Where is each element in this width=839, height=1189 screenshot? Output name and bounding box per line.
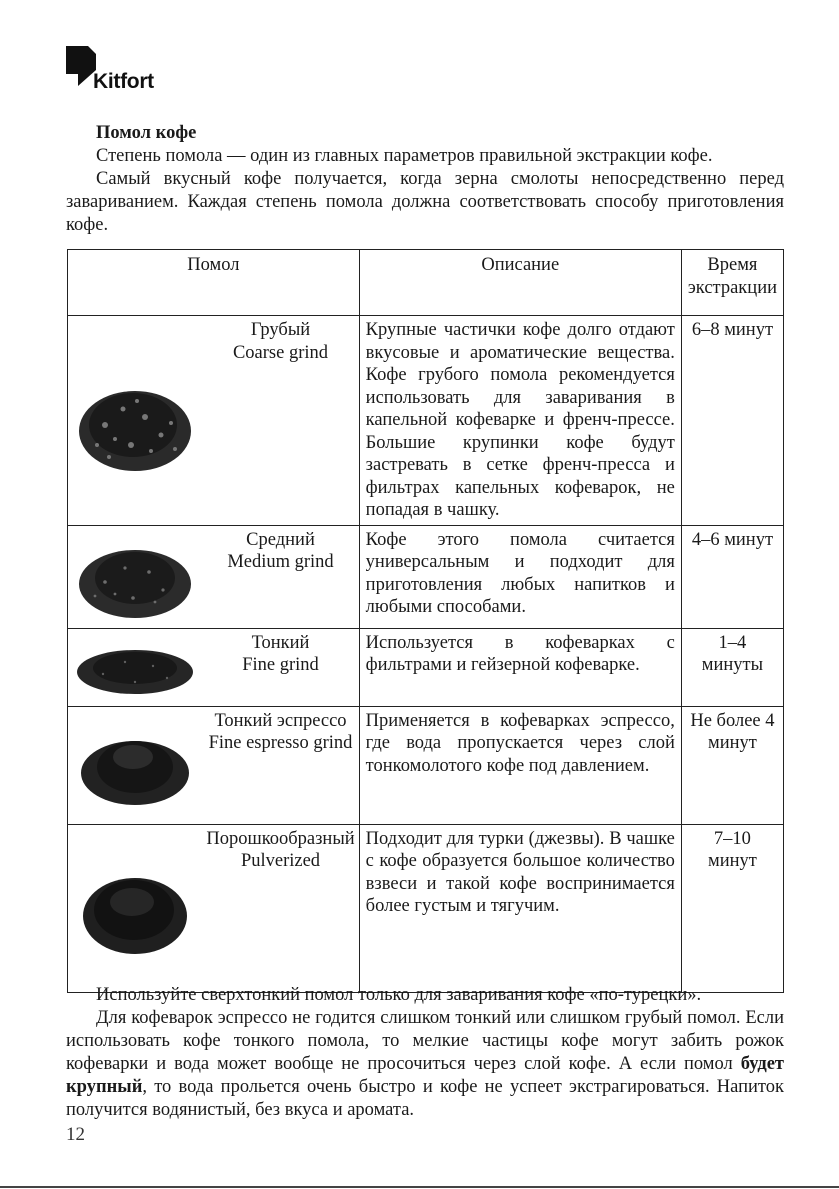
table-row (68, 316, 784, 526)
outro-paragraph-1: Используйте сверхтонкий помол только для заваривания кофе «по-турецки». (96, 985, 702, 1005)
grind-name-ru: Средний (246, 529, 315, 550)
grind-description: Крупные частички кофе долго отдают вкусовые и ароматические вещества. Кофе грубого помола рекомендуется использовать для заваривания в капельной кофеварке и френч-прессе. Большие крупинки кофе будут застревать в сетке френч-пресса и фильтрах капельных кофеварок, не попадая в чашку. (359, 316, 681, 526)
grind-name-ru: Тонкий (251, 632, 310, 653)
grind-name-en: Medium grind (227, 552, 334, 572)
grind-name-ru: Грубый (250, 320, 311, 340)
grind-image-cell (68, 525, 203, 628)
espresso-grind-image (75, 717, 195, 813)
brand-name: Kitfort (93, 70, 154, 93)
header-time: Время экстракции (681, 250, 783, 316)
intro-paragraph-1: Степень помола — один из главных параметров правильной экстракции кофе. (96, 146, 713, 166)
outro-section (66, 984, 784, 1122)
grind-name-cell (202, 316, 359, 526)
table-row (68, 628, 784, 706)
grind-name-en: Fine espresso grind (208, 733, 353, 753)
header-description: Описание (359, 250, 681, 316)
brand-logo (66, 46, 196, 96)
grind-image-cell (68, 628, 203, 706)
section-title: Помол кофе (96, 123, 197, 143)
intro-section (66, 122, 784, 237)
pulverized-grind-image (76, 856, 194, 960)
extraction-time: 1–4 минуты (681, 628, 783, 706)
medium-grind-image (75, 532, 195, 622)
outro-text-start: Для кофеварок эспрессо не годится слишком тонкий или слишком грубый помол. Если использовать кофе тонкого помола, то мелкие частицы кофе могут забить рожок кофеварки и вода может вообще не просочиться через слой кофе. А если помол (66, 1008, 784, 1074)
coarse-grind-image (75, 365, 195, 475)
grind-image-cell (68, 316, 203, 526)
extraction-time: 7–10 минут (681, 824, 783, 992)
outro-text-end: , то вода прольется очень быстро и кофе не успеет экстрагироваться. Напиток получится водянистый, без вкуса и аромата. (66, 1077, 784, 1120)
grind-description: Используется в кофеварках с фильтрами и гейзерной кофеварке. (359, 628, 681, 706)
table-row (68, 706, 784, 824)
grind-name-en: Pulverized (240, 851, 321, 871)
outro-paragraph-2 (66, 1007, 784, 1122)
extraction-time: 4–6 минут (681, 525, 783, 628)
extraction-time: 6–8 минут (681, 316, 783, 526)
grind-image-cell (68, 706, 203, 824)
grind-description: Подходит для турки (джезвы). В чашке с кофе образуется большое количество взвеси и такой кофе воспринимается более густым и тягучим. (359, 824, 681, 992)
grind-table (67, 249, 784, 993)
grind-name-cell (202, 706, 359, 824)
grind-description: Кофе этого помола считается универсальным и подходит для приготовления любых напитков и любыми способами. (359, 525, 681, 628)
kitfort-logo-icon (66, 46, 96, 92)
grind-name-cell (202, 628, 359, 706)
header-grind: Помол (68, 250, 360, 316)
grind-name-en: Coarse grind (232, 342, 329, 363)
grind-name-ru: Порошкообразный (206, 828, 355, 849)
page-number: 12 (66, 1124, 85, 1145)
grind-name-cell (202, 525, 359, 628)
intro-paragraph-2: Самый вкусный кофе получается, когда зерна смолоты непосредственно перед завариванием. Каждая степень помола должна соответствовать способу приготовления кофе. (66, 169, 784, 235)
bottom-divider (0, 1186, 839, 1188)
fine-grind-image (73, 632, 197, 702)
grind-description: Применяется в кофеварках эспрессо, где вода пропускается через слой тонкомолотого кофе под давлением. (359, 706, 681, 824)
grind-name-cell (202, 824, 359, 992)
extraction-time: Не более 4 минут (681, 706, 783, 824)
grind-name-en: Fine grind (242, 655, 319, 675)
table-row (68, 824, 784, 992)
grind-image-cell (68, 824, 203, 992)
table-header-row (68, 250, 784, 316)
outro-bold-text: будет крупный (66, 1054, 784, 1097)
grind-name-ru: Тонкий эспрессо (214, 710, 347, 731)
table-row (68, 525, 784, 628)
